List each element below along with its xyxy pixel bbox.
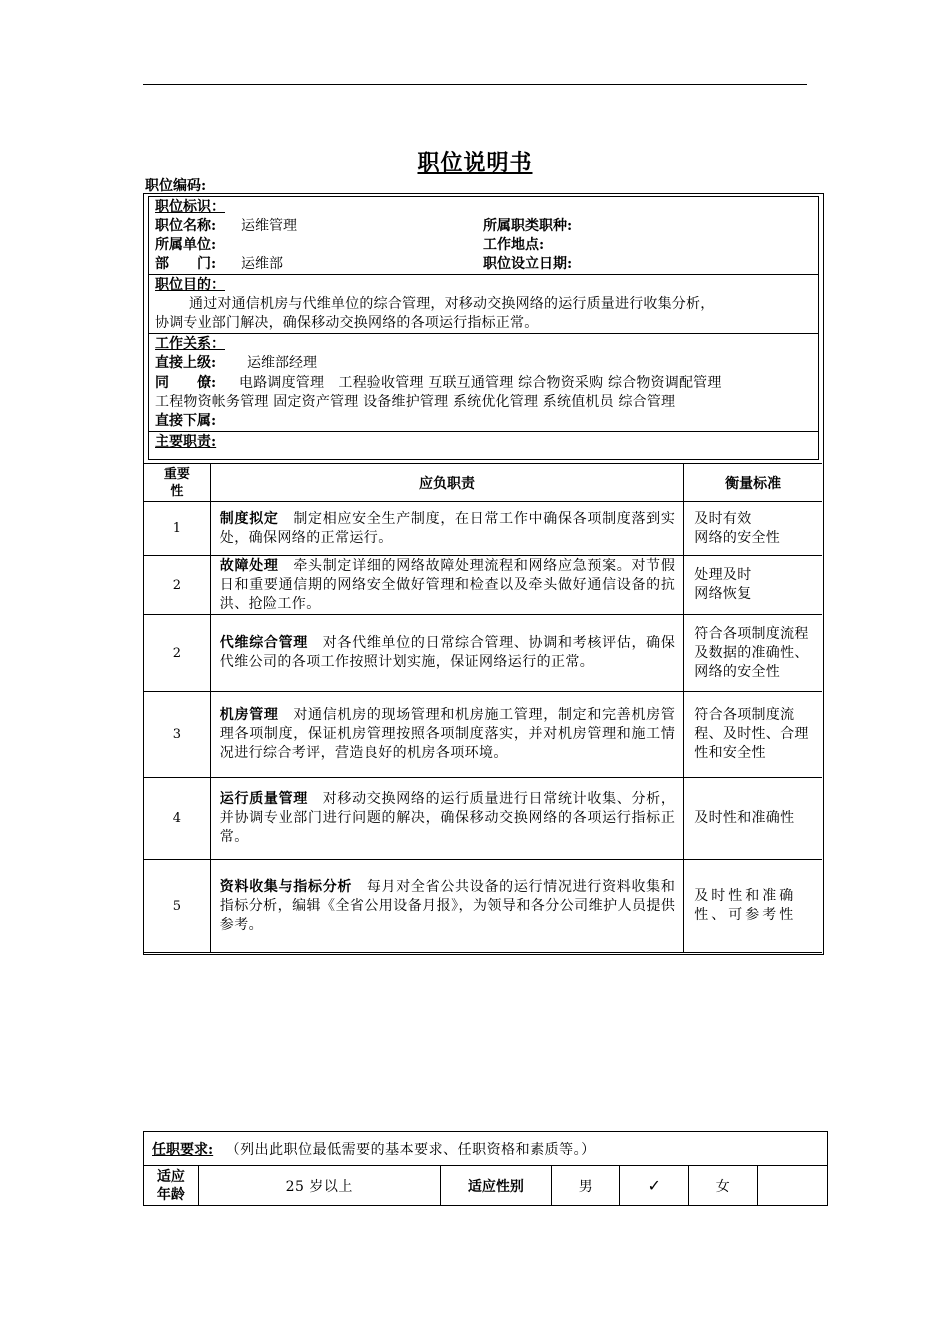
duty-description: 对移动交换网络的运行质量进行日常统计收集、分析，并协调专业部门进行问题的解决，确保移动交换网络的各项运行指标正常。 [219, 791, 676, 845]
importance-cell: 2 [144, 615, 210, 692]
superior-label: 直接上级: [155, 355, 217, 371]
standard-header: 衡量标准 [684, 464, 822, 502]
purpose-section-label: 职位目的： [155, 277, 225, 293]
table-header-row [144, 464, 822, 502]
standard-cell [684, 556, 822, 615]
table-row [144, 502, 822, 556]
duty-description: 对通信机房的现场管理和机房施工管理，制定和完善机房管理各项制度，保证机房管理按照各项制度落实，并对机房管理和施工情况进行综合考评，营造良好的机房各项环境。 [219, 707, 676, 761]
importance-header-line-1: 重要 [163, 466, 190, 482]
table-row [144, 692, 822, 778]
table-row [144, 615, 822, 692]
duty-title: 机房管理 [219, 707, 279, 723]
identity-section-label: 职位标识： [155, 199, 225, 215]
duty-title: 运行质量管理 [219, 791, 309, 807]
duty-cell [210, 615, 684, 692]
unit-label: 所属单位: [155, 237, 217, 253]
superior-value: 运维部经理 [247, 355, 317, 371]
category-label: 所属职类职种: [483, 218, 573, 234]
divider [149, 431, 818, 432]
female-cell: 女 [689, 1166, 758, 1206]
duty-cell [210, 860, 684, 953]
position-code-label: 职位编码: [145, 178, 207, 194]
duties-table [144, 463, 822, 953]
duty-header: 应负职责 [210, 464, 684, 502]
location-label: 工作地点: [483, 237, 545, 253]
table-row [144, 778, 822, 860]
duty-cell [210, 778, 684, 860]
requirements-label: 任职要求: [152, 1141, 214, 1158]
requirements-note: （列出此职位最低需要的基本要求、任职资格和素质等。） [225, 1141, 596, 1158]
table-row [144, 556, 822, 615]
importance-cell: 3 [144, 692, 210, 778]
relations-section-label: 工作关系： [155, 336, 225, 352]
department-label: 部 门: [155, 256, 217, 272]
duty-description: 每月对全省公共设备的运行情况进行资料收集和指标分析，编辑《全省公用设备月报》，为领导和各分公司维护人员提供参考。 [219, 878, 676, 933]
importance-header [144, 464, 210, 502]
standard-cell [684, 692, 822, 778]
main-form-frame [143, 193, 824, 955]
duties-section-label: 主要职责: [155, 434, 217, 450]
table-row [144, 860, 822, 953]
importance-cell: 5 [144, 860, 210, 953]
department-value: 运维部 [241, 256, 283, 272]
purpose-line-1: 通过对通信机房与代维单位的综合管理，对移动交换网络的运行质量进行收集分析， [189, 296, 715, 312]
duty-title: 制度拟定 [219, 510, 279, 527]
duty-description: 对各代维单位的日常综合管理、协调和考核评估，确保代维公司的各项工作按照计划实施，保证网络运行的正常。 [219, 635, 676, 670]
requirements-row [144, 1166, 828, 1206]
establish-date-label: 职位设立日期: [483, 256, 573, 272]
duty-title: 资料收集与指标分析 [219, 878, 353, 895]
divider [149, 333, 818, 334]
info-section [148, 196, 819, 460]
importance-header-line-2: 性 [170, 483, 184, 499]
male-check-cell: ✓ [620, 1166, 689, 1206]
duty-description: 牵头制定详细的网络故障处理流程和网络应急预案。对节假日和重要通信期的网络安全做好管理和检查以及牵头做好通信设备的抗洪、抢险工作。 [219, 557, 676, 612]
standard-text: 及时性和准确性、可参考性 [694, 888, 797, 923]
duty-cell [210, 502, 684, 556]
standard-text: 及时有效 网络的安全性 [694, 510, 781, 546]
gender-label-cell: 适应性别 [440, 1166, 551, 1206]
age-label-line-1: 适应 [156, 1168, 185, 1185]
purpose-line-2: 协调专业部门解决，确保移动交换网络的各项运行指标正常。 [155, 315, 539, 331]
standard-cell [684, 860, 822, 953]
standard-text: 符合各项制度流程、及时性、合理性和安全性 [694, 707, 809, 761]
female-check-cell [757, 1166, 827, 1206]
requirements-table [143, 1131, 828, 1206]
standard-text: 及时性和准确性 [694, 810, 795, 826]
importance-cell: 2 [144, 556, 210, 615]
requirements-header-cell [144, 1132, 828, 1166]
standard-text: 处理及时 网络恢复 [694, 567, 752, 602]
importance-cell: 4 [144, 778, 210, 860]
standard-cell [684, 502, 822, 556]
importance-cell: 1 [144, 502, 210, 556]
standard-cell [684, 615, 822, 692]
document-title: 职位说明书 [417, 150, 533, 176]
age-value-cell: 25 岁以上 [198, 1166, 440, 1206]
standard-cell [684, 778, 822, 860]
divider [149, 274, 818, 275]
duty-description: 制定相应安全生产制度，在日常工作中确保各项制度落到实处，确保网络的正常运行。 [219, 510, 676, 546]
peers-line-1: 电路调度管理 工程验收管理 互联互通管理 综合物资采购 综合物资调配管理 [239, 375, 722, 391]
male-cell: 男 [551, 1166, 620, 1206]
subordinate-label: 直接下属: [155, 413, 217, 429]
requirements-header-row [144, 1132, 828, 1166]
duty-title: 代维综合管理 [219, 635, 309, 651]
header-rule [143, 84, 807, 85]
duty-cell [210, 556, 684, 615]
duty-cell [210, 692, 684, 778]
age-label-cell [144, 1166, 199, 1206]
age-label-line-2: 年龄 [156, 1186, 185, 1203]
standard-text: 符合各项制度流程及数据的准确性、网络的安全性 [694, 625, 809, 680]
peers-label: 同 僚: [155, 375, 217, 391]
peers-line-2: 工程物资帐务管理 固定资产管理 设备维护管理 系统优化管理 系统值机员 综合管理 [155, 394, 676, 410]
position-name-label: 职位名称: [155, 218, 217, 234]
duty-title: 故障处理 [219, 557, 279, 574]
position-name-value: 运维管理 [241, 218, 297, 234]
